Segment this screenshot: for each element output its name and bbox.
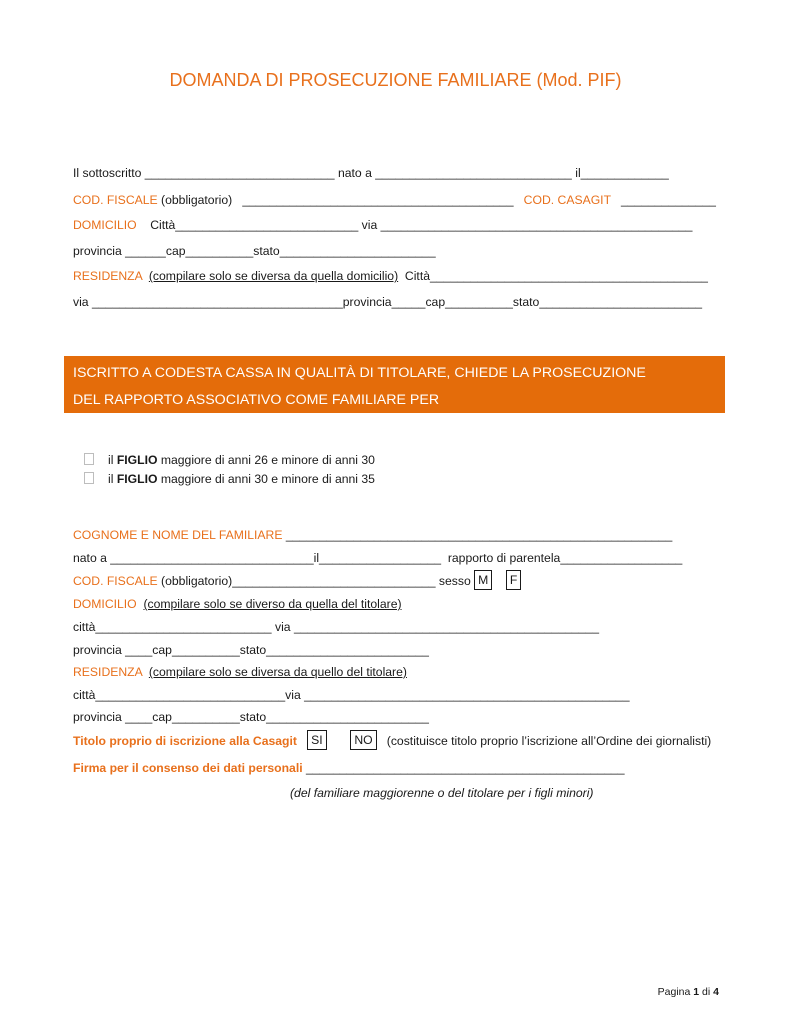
titolo-si-box[interactable]: SI <box>307 730 327 750</box>
applicant-provincia-line <box>73 244 436 258</box>
familiare-dom-prov-line <box>73 643 429 657</box>
rapporto-field[interactable]: __________________ <box>560 551 683 565</box>
res-provincia-label: provincia <box>342 295 392 309</box>
option-figlio-30-35 <box>84 472 375 486</box>
res-via-label: via <box>73 295 89 309</box>
cf-note: (obbligatorio) <box>161 193 233 207</box>
il-field[interactable]: _____________ <box>580 166 669 180</box>
provincia-field[interactable]: ______ <box>125 244 166 258</box>
casagit-field[interactable]: ______________ <box>620 193 716 207</box>
familiare-cf-line <box>73 574 521 590</box>
fam-citta-field[interactable]: __________________________ <box>95 620 272 634</box>
applicant-residenza-line <box>73 269 708 283</box>
citta-label: Città <box>150 218 176 232</box>
residenza-label: RESIDENZA <box>73 269 143 283</box>
fam-il-field[interactable]: __________________ <box>319 551 442 565</box>
titolo-line <box>73 734 711 750</box>
res-stato-label: stato <box>512 295 540 309</box>
res-stato-field[interactable]: ________________________ <box>539 295 703 309</box>
option-prefix: il <box>108 453 114 467</box>
sesso-m-box[interactable]: M <box>474 570 492 590</box>
domicilio-label: DOMICILIO <box>73 218 137 232</box>
fam-res-citta-field[interactable]: ____________________________ <box>95 688 286 702</box>
fam-domicilio-label: DOMICILIO <box>73 597 137 611</box>
residenza-note: (compilare solo se diversa da quella domicilio) <box>148 269 399 283</box>
sesso-label: sesso <box>438 574 471 589</box>
fam-res-via-label: via <box>285 688 301 702</box>
fam-prov-field[interactable]: ____ <box>125 643 153 657</box>
option-bold: FIGLIO <box>116 472 158 486</box>
cap-label: cap <box>165 244 186 258</box>
titolo-note: (costituisce titolo proprio l’iscrizione all’Ordine dei giornalisti) <box>386 734 712 749</box>
res-provincia-field[interactable]: _____ <box>391 295 426 309</box>
familiare-nato-line <box>73 551 682 565</box>
fam-res-stato-label: stato <box>239 710 267 724</box>
total-pages: 4 <box>713 986 719 998</box>
fam-res-cap-label: cap <box>152 710 172 724</box>
familiare-residenza-line <box>73 665 407 679</box>
res-cap-field[interactable]: __________ <box>445 295 513 309</box>
applicant-domicilio-line <box>73 218 692 232</box>
fam-nato-field[interactable]: ______________________________ <box>110 551 314 565</box>
fam-res-prov-label: provincia <box>73 710 122 724</box>
current-page: 1 <box>693 986 700 998</box>
sottoscritto-field[interactable]: ____________________________ <box>144 166 335 180</box>
fam-res-citta-label: città <box>73 688 96 702</box>
fam-nato-label: nato a <box>73 551 107 565</box>
rapporto-label: rapporto di parentela <box>447 551 561 565</box>
option-figlio-26-30 <box>84 453 375 467</box>
option-text: maggiore di anni 26 e minore di anni 30 <box>160 453 375 467</box>
option-checkbox[interactable] <box>84 453 94 465</box>
fam-stato-label: stato <box>239 643 267 657</box>
familiare-res-citta-line <box>73 688 630 702</box>
fam-cf-label: COD. FISCALE <box>73 574 158 589</box>
applicant-cf-line <box>73 193 716 207</box>
fam-cf-field[interactable]: ______________________________ <box>232 574 436 589</box>
firma-field[interactable]: _______________________________________________ <box>305 761 625 775</box>
cf-label: COD. FISCALE <box>73 193 158 207</box>
fam-cap-field[interactable]: __________ <box>171 643 240 657</box>
fam-res-stato-field[interactable]: ________________________ <box>266 710 429 724</box>
nato-label: nato a <box>337 166 372 180</box>
provincia-label: provincia <box>73 244 122 258</box>
titolo-label: Titolo proprio di iscrizione alla Casagit <box>73 734 297 749</box>
di-label: di <box>702 986 711 998</box>
banner-line-2: DEL RAPPORTO ASSOCIATIVO COME FAMILIARE PER <box>73 392 440 408</box>
option-prefix: il <box>108 472 114 486</box>
res-citta-label: Città <box>404 269 430 283</box>
il-label: il <box>575 166 581 180</box>
res-via-field[interactable]: _____________________________________ <box>91 295 343 309</box>
familiare-res-prov-line <box>73 710 429 724</box>
via-field[interactable]: ______________________________________________ <box>380 218 693 232</box>
page-number <box>658 986 719 998</box>
banner-line-1: ISCRITTO A CODESTA CASSA IN QUALITÀ DI TITOLARE, CHIEDE LA PROSECUZIONE <box>73 365 646 381</box>
option-checkbox[interactable] <box>84 472 94 484</box>
section-banner <box>64 356 725 413</box>
fam-res-via-field[interactable]: ________________________________________________ <box>304 688 630 702</box>
familiare-domicilio-line <box>73 597 402 611</box>
stato-field[interactable]: _______________________ <box>279 244 436 258</box>
cap-field[interactable]: __________ <box>185 244 254 258</box>
familiare-nome-field[interactable]: _________________________________________________________ <box>285 528 673 542</box>
citta-field[interactable]: ___________________________ <box>175 218 359 232</box>
option-text: maggiore di anni 30 e minore di anni 35 <box>160 472 375 486</box>
fam-domicilio-note: (compilare solo se diverso da quella del titolare) <box>143 597 402 611</box>
fam-cf-note: (obbligatorio) <box>161 574 233 589</box>
fam-prov-label: provincia <box>73 643 122 657</box>
fam-via-field[interactable]: _____________________________________________ <box>293 620 599 634</box>
casagit-label: COD. CASAGIT <box>523 193 611 207</box>
fam-stato-field[interactable]: ________________________ <box>266 643 429 657</box>
fam-cap-label: cap <box>152 643 172 657</box>
fam-residenza-label: RESIDENZA <box>73 665 143 679</box>
fam-citta-label: città <box>73 620 96 634</box>
firma-label: Firma per il consenso dei dati personali <box>73 761 303 775</box>
page-title: DOMANDA DI PROSECUZIONE FAMILIARE (Mod. PIF) <box>169 70 622 90</box>
res-cap-label: cap <box>425 295 446 309</box>
familiare-dom-citta-line <box>73 620 599 634</box>
fam-residenza-note: (compilare solo se diversa da quello del titolare) <box>148 665 407 679</box>
sottoscritto-label: Il sottoscritto <box>73 166 142 180</box>
option-bold: FIGLIO <box>116 453 158 467</box>
cf-field[interactable]: ________________________________________ <box>242 193 514 207</box>
pagina-label: Pagina <box>657 986 691 998</box>
fam-il-label: il <box>313 551 320 565</box>
fam-res-prov-field[interactable]: ____ <box>125 710 153 724</box>
applicant-res-via-line <box>73 295 702 309</box>
firma-note: (del familiare maggiorenne o del titolare per i figli minori) <box>290 786 594 800</box>
familiare-nome-line <box>73 528 672 542</box>
familiare-nome-label: COGNOME E NOME DEL FAMILIARE <box>73 528 283 542</box>
stato-label: stato <box>253 244 280 258</box>
titolo-no-box[interactable]: NO <box>350 730 376 750</box>
via-label: via <box>361 218 378 232</box>
applicant-name-line <box>73 166 669 180</box>
fam-res-cap-field[interactable]: __________ <box>171 710 240 724</box>
sesso-f-box[interactable]: F <box>506 570 521 590</box>
firma-line <box>73 761 625 775</box>
fam-via-label: via <box>274 620 291 634</box>
res-citta-field[interactable]: _________________________________________ <box>429 269 708 283</box>
nato-field[interactable]: _____________________________ <box>375 166 572 180</box>
